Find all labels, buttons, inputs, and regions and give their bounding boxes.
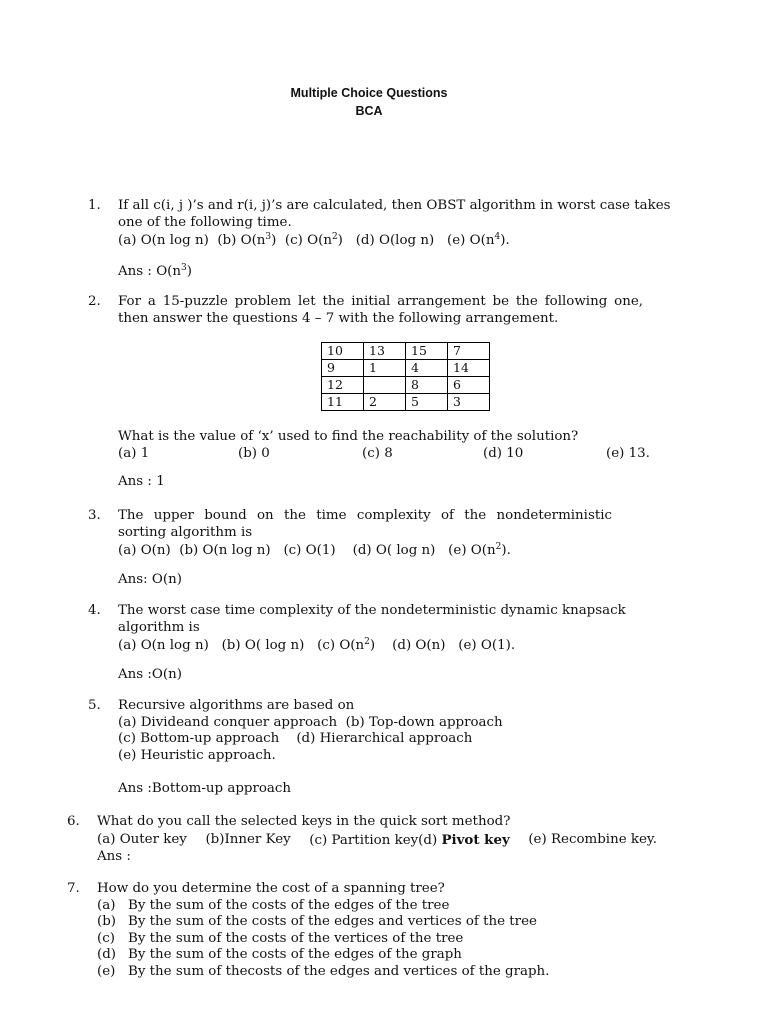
answer: Ans: O(n) (118, 571, 182, 587)
option-e: (e) By the sum of thecosts of the edges and vertices of the graph. (97, 963, 550, 979)
option-b: (b) O(n log n) (179, 543, 271, 558)
grid-cell: 1 (364, 360, 406, 377)
question-number: 4. (88, 603, 101, 618)
answer-options (118, 233, 663, 250)
puzzle-grid (321, 342, 490, 411)
question-text-line: The worst case time complexity of the nondeterministic dynamic knapsack (118, 603, 626, 618)
option-e: (e) $O(n^2)$. (448, 542, 511, 558)
page-subtitle: BCA (355, 104, 383, 118)
option-c: (c) By the sum of the costs of the vertices of the tree (97, 930, 464, 946)
option-e: (e) Recombine key. (528, 831, 657, 847)
option-line: (c) Bottom-up approach (d) Hierarchical approach (118, 731, 473, 746)
option-d: (d) O(log n) (355, 233, 435, 248)
grid-cell: 15 (406, 343, 448, 360)
question-number: 6. (67, 814, 80, 829)
option-d: (d) 10 (483, 445, 524, 461)
option-line: (a) Divideand conquer approach (b) Top-down approach (118, 714, 503, 730)
option-d: (d) By the sum of the costs of the edges of the graph (97, 947, 462, 962)
option-a: (a) 1 (118, 445, 150, 461)
question-7 (67, 881, 657, 980)
answer-options (118, 446, 648, 463)
option-c: (c) $O(n^2)$ (317, 637, 376, 653)
option-a: (a) O(n log n) (118, 233, 209, 248)
grid-cell: 14 (448, 360, 490, 377)
option-c: (c) $O(n^2)$ (284, 232, 343, 248)
option-d: (d) O( log n) (352, 543, 436, 558)
option-b: (b)Inner Key (205, 831, 291, 847)
question-number: 3. (88, 508, 101, 523)
option-c: (c) 8 (362, 445, 393, 461)
option-e: (e) $O(n^4)$. (446, 232, 510, 248)
question-5 (88, 698, 618, 798)
question-1 (88, 198, 671, 280)
grid-cell: 7 (448, 343, 490, 360)
option-line: (e) Heuristic approach. (118, 747, 276, 763)
option-c: (c) O(1) (283, 543, 336, 558)
option-b: (b) 0 (238, 445, 270, 461)
grid-cell: 3 (448, 394, 490, 411)
question-4 (88, 603, 638, 683)
answer: Ans : $O(n^3)$ (118, 262, 192, 279)
question-2-sub (118, 429, 678, 491)
grid-cell: 10 (322, 343, 364, 360)
grid-cell: 5 (406, 394, 448, 411)
grid-cell: 11 (322, 394, 364, 411)
question-6 (67, 814, 657, 866)
option-e: (e) O(1). (458, 638, 516, 653)
question-number: 2. (88, 294, 101, 309)
option-b: (b) O( log n) (221, 638, 305, 653)
grid-cell: 2 (364, 394, 406, 411)
option-a: (a) O(n log n) (118, 638, 209, 653)
option-b: (b) By the sum of the costs of the edges and vertices of the tree (97, 914, 537, 929)
question-text-line: then answer the questions 4 – 7 with the following arrangement. (118, 310, 559, 326)
grid-cell: 12 (322, 377, 364, 394)
question-text-line: sorting algorithm is (118, 524, 253, 540)
question-number: 7. (67, 881, 80, 896)
answer-options (118, 543, 612, 560)
option-a: (a) O(n) (118, 543, 171, 558)
option-a: (a) Outer key (97, 831, 187, 847)
answer: Ans : (97, 849, 131, 864)
option-a: (a) By the sum of the costs of the edges of the tree (97, 897, 450, 913)
grid-cell: 13 (364, 343, 406, 360)
question-3 (88, 508, 612, 588)
question-text-line: What do you call the selected keys in the quick sort method? (97, 814, 511, 829)
page-title: Multiple Choice Questions (290, 86, 448, 100)
question-text-line: one of the following time. (118, 214, 292, 230)
answer: Ans : 1 (118, 474, 165, 489)
question-number: 5. (88, 698, 101, 713)
grid-cell (364, 377, 406, 394)
question-text-line: Recursive algorithms are based on (118, 698, 355, 713)
option-d: (d) O(n) (392, 638, 446, 653)
answer-options (118, 638, 638, 655)
answer: Ans :O(n) (118, 666, 182, 682)
question-2 (88, 294, 643, 327)
question-text-line: For a 15-puzzle problem let the initial arrangement be the following one, (118, 294, 643, 309)
question-number: 1. (88, 198, 101, 213)
question-text-line: The upper bound on the time complexity of the nondeterministic (118, 508, 612, 523)
grid-cell: 9 (322, 360, 364, 377)
grid-cell: 4 (406, 360, 448, 377)
option-b: (b) $O(n^3)$ (217, 232, 277, 248)
answer: Ans :Bottom-up approach (118, 781, 292, 796)
question-text-line: algorithm is (118, 619, 200, 635)
option-d-bold: Pivot key (441, 831, 510, 848)
answer-options (97, 832, 657, 850)
option-c: (c) Partition key(d) Pivot key (309, 831, 510, 848)
grid-cell: 8 (406, 377, 448, 394)
sub-question-text: What is the value of ‘x’ used to find the reachability of the solution? (118, 429, 579, 444)
question-text-line: If all c(i, j )’s and r(i, j)’s are calculated, then OBST algorithm in worst case takes (118, 198, 671, 213)
grid-cell: 6 (448, 377, 490, 394)
option-e: (e) 13. (606, 445, 650, 461)
question-text-line: How do you determine the cost of a spanning tree? (97, 881, 445, 896)
